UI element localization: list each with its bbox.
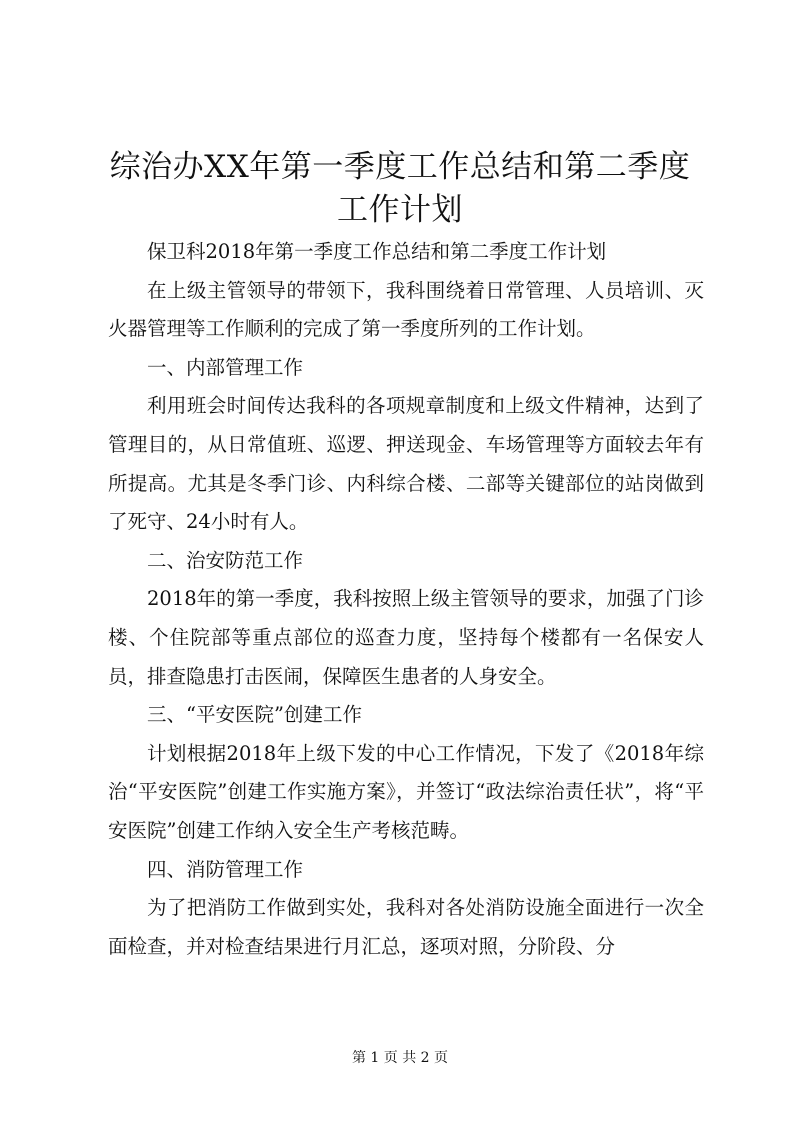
section-heading-fire-management: 四、消防管理工作 (147, 857, 304, 881)
document-title: 综治办XX年第一季度工作总结和第二季度工作计划 (109, 149, 691, 228)
fire-management-paragraph: 为了把消防工作做到实处，我科对各处消防设施全面进行一次全面检查，并对检查结果进行月汇总，逐项对照，分阶段、分 (108, 896, 704, 958)
section-heading-public-security: 二、治安防范工作 (147, 548, 304, 572)
public-security-paragraph: 2018年的第一季度，我科按照上级主管领导的要求，加强了门诊楼、个住院部等重点部位的巡查力度，坚持每个楼都有一名保安人员，排查隐患打击医闹，保障医生患者的人身安全。 (108, 587, 704, 688)
section-heading-safe-hospital: 三、“平安医院”创建工作 (147, 703, 362, 727)
intro-paragraph: 在上级主管领导的带领下，我科围绕着日常管理、人员培训、灭火器管理等工作顺利的完成了第一季度所列的工作计划。 (108, 278, 704, 341)
section-heading-internal-management: 一、内部管理工作 (147, 355, 304, 379)
safe-hospital-paragraph: 计划根据2018年上级下发的中心工作情况，下发了《2018年综治“平安医院”创建工作实施方案》，并签订“政法综治责任状”，将“平安医院”创建工作纳入安全生产考核范畴。 (108, 741, 704, 842)
page-number-footer: 第 1 页 共 2 页 (351, 1050, 449, 1066)
document-body (108, 233, 704, 966)
internal-management-paragraph: 利用班会时间传达我科的各项规章制度和上级文件精神，达到了管理目的，从日常值班、巡逻、押送现金、车场管理等方面较去年有所提高。尤其是冬季门诊、内科综合楼、二部等关键部位的站岗做到了死守、24小时有人。 (108, 394, 704, 534)
subtitle-paragraph: 保卫科2018年第一季度工作总结和第二季度工作计划 (147, 240, 607, 263)
